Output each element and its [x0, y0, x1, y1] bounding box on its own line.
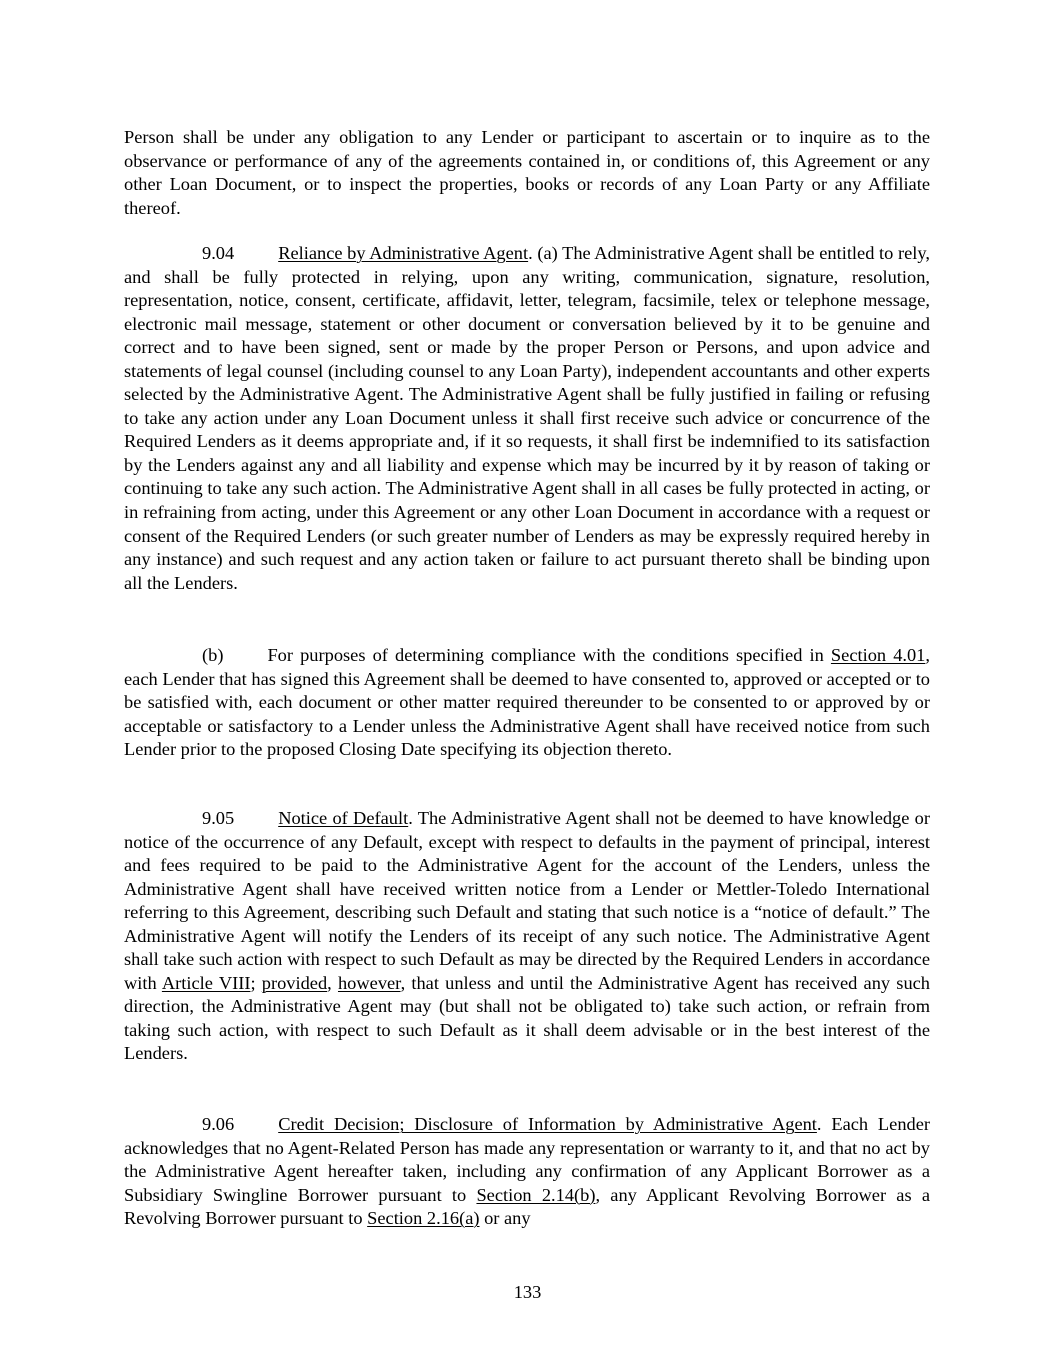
- section-reference-2-16-a: Section 2.16(a): [367, 1208, 480, 1229]
- page-number: 133: [513, 1282, 542, 1302]
- section-title: Reliance by Administrative Agent: [278, 243, 529, 263]
- punctuation: ,: [327, 972, 338, 993]
- section-number: 9.06: [202, 1114, 235, 1134]
- section-body: . The Administrative Agent shall not be deemed to have knowledge or notice of the occurrence of any Default, except with respect to defaults in the payment of principal, interest and fees required to be paid to the Administrative Agent for the account of the Lenders, unless the Administrative Agent shall have received written notice from a Lender or Mettler-Toledo International referring to this Agreement, describing such Default and stating that such notice is a “notice of default.” The Administrative Agent will notify the Lenders of its receipt of any such notice. The Administrative Agent shall take such action with respect to such Default as may be directed by the Required Lenders in accordance with: [124, 808, 930, 993]
- paragraph-continuation: [124, 126, 930, 220]
- subsection-lead: For purposes of determining compliance with the conditions specified in: [267, 645, 831, 665]
- section-number: 9.04: [202, 243, 235, 263]
- section-9-04: [124, 242, 930, 595]
- section-9-05: [124, 807, 930, 1066]
- however-term: however: [337, 972, 401, 993]
- subsection-label: (b): [202, 645, 224, 665]
- section-body: . (a) The Administrative Agent shall be entitled to rely, and shall be fully protected in relying, upon any writing, communication, signature, resolution, representation, notice, consent, certificate, affidavit, letter, telegram, facsimile, telex or telephone message, electronic mail message, statement or other document or conversation believed by it to be genuine and correct and to have been signed, sent or made by the proper Person or Persons, and upon advice and statements of legal counsel (including counsel to any Loan Party), independent accountants and other experts selected by the Administrative Agent. The Administrative Agent shall be fully justified in failing or refusing to take any action under any Loan Document unless it shall first receive such advice or concurrence of the Required Lenders as it deems appropriate and, if it so requests, it shall first be indemnified to its satisfaction by the Lenders against any and all liability and expense which may be incurred by it by reason of taking or continuing to take any such action. The Administrative Agent shall in all cases be fully protected in acting, or in refraining from acting, under this Agreement or any other Loan Document in accordance with a request or consent of the Required Lenders (or such greater number of Lenders as may be expressly required hereby in any instance) and such request and any action taken or failure to act pursuant thereto shall be binding upon all the Lenders.: [124, 243, 930, 593]
- section-body-rest: , that unless and until the Administrative Agent has received any such direction, the Administrative Agent may (but shall not be obligated to) take such action, or refrain from taking such action, with respect to such Default as it shall deem advisable or in the best interest of the Lenders.: [124, 972, 930, 1064]
- section-reference-4-01: Section 4.01: [830, 645, 926, 665]
- article-reference-viii: Article VIII: [161, 972, 251, 993]
- section-title: Notice of Default: [278, 808, 409, 828]
- punctuation: ;: [250, 972, 262, 993]
- provided-term: provided: [261, 972, 328, 993]
- section-body: . Each Lender acknowledges that no Agent-Related Person has made any representation or warranty to it, and that no act by the Administrative Agent hereafter taken, including any confirmation of any Applicant Borrower as a Subsidiary Swingline Borrower pursuant to: [124, 1114, 930, 1205]
- section-9-06: [124, 1113, 930, 1231]
- section-body-mid: , any Applicant Revolving Borrower as a Revolving Borrower pursuant to: [124, 1184, 931, 1229]
- section-9-04-b: [124, 644, 930, 762]
- paragraph-text: Person shall be under any obligation to any Lender or participant to ascertain or to inquire as to the observance or performance of any of the agreements contained in, or conditions of, this Agreement or any other Loan Document, or to inspect the properties, books or records of any Loan Party or any Affiliate thereof.: [124, 127, 930, 218]
- subsection-body: , each Lender that has signed this Agreement shall be deemed to have consented to, approved or accepted or to be satisfied with, each document or other matter required thereunder to be consented to or approved by or acceptable or satisfactory to a Lender unless the Administrative Agent shall have received notice from such Lender prior to the proposed Closing Date specifying its objection thereto.: [124, 645, 930, 760]
- section-title: Credit Decision; Disclosure of Information by Administrative Agent: [278, 1114, 817, 1134]
- section-body-tail: or any: [479, 1208, 531, 1229]
- section-number: 9.05: [202, 808, 235, 828]
- section-reference-2-14-b: Section 2.14(b): [476, 1184, 596, 1205]
